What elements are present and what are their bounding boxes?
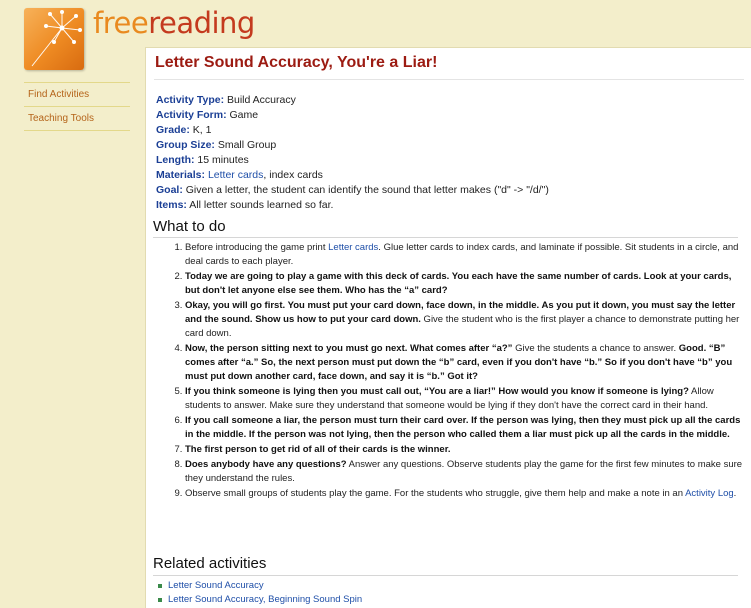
step-item	[185, 443, 747, 457]
meta-key: Activity Type:	[156, 94, 225, 106]
step-item	[185, 458, 747, 486]
meta-materials	[156, 168, 549, 183]
step-item	[185, 270, 747, 298]
brand-part-reading: reading	[148, 6, 255, 40]
logo-icon[interactable]	[24, 8, 84, 70]
step-item	[185, 414, 747, 442]
meta-activity-type	[156, 93, 549, 108]
meta-value: 15 minutes	[194, 154, 249, 166]
meta-value: Given a letter, the student can identify the sound that letter makes ("d" -> "/d/")	[182, 184, 549, 196]
activity-meta	[156, 93, 549, 213]
step-text: Allow students to answer. Make sure they understand that someone would be lying if they don't have the correct card in their hand.	[185, 386, 714, 411]
step-text: Observe small groups of students play the game. For the students who struggle, give them help and make a note in an	[185, 488, 686, 499]
list-item	[158, 579, 362, 593]
meta-key: Activity Form:	[156, 109, 227, 121]
meta-value: Small Group	[214, 139, 277, 151]
section-divider	[153, 237, 738, 238]
step-text: Answer any questions. Observe students play the game for the first few minutes to make sure they understand the rules.	[185, 459, 743, 484]
page-title: Letter Sound Accuracy, You're a Liar!	[155, 54, 438, 71]
meta-key: Materials:	[156, 169, 206, 181]
meta-key: Group Size:	[156, 139, 215, 151]
step-script: Does anybody have any questions?	[185, 459, 347, 470]
step-script: Today we are going to play a game with this deck of cards. You each have the same number of cards. Look at your cards, but don't let anyone else see them. Who has the “a” card?	[185, 271, 732, 296]
what-to-do-heading: What to do	[153, 218, 226, 235]
step-script: If you think someone is lying then you must call out, “You are a liar!” How would you know if someone is lying?	[185, 386, 689, 397]
meta-length	[156, 153, 549, 168]
step-item	[185, 385, 747, 413]
activity-log-link[interactable]: Activity Log	[685, 488, 734, 499]
step-item	[185, 487, 747, 501]
meta-group-size	[156, 138, 549, 153]
brand-wordmark[interactable]	[93, 6, 255, 40]
step-item	[185, 299, 747, 341]
sidebar-item-find-activities[interactable]: Find Activities	[24, 82, 130, 106]
step-item	[185, 241, 747, 269]
letter-cards-link[interactable]: Letter cards	[328, 242, 379, 253]
steps-list	[168, 241, 747, 502]
related-activities-heading: Related activities	[153, 555, 267, 572]
main-content	[145, 47, 751, 608]
step-script: Now, the person sitting next to you must go next. What comes after “a?”	[185, 343, 513, 354]
step-script: The first person to get rid of all of their cards is the winner.	[185, 444, 451, 455]
meta-grade	[156, 123, 549, 138]
meta-items	[156, 198, 549, 213]
meta-value: Game	[226, 109, 259, 121]
meta-activity-form	[156, 108, 549, 123]
title-divider	[154, 79, 744, 80]
list-item	[158, 593, 362, 607]
step-text: . Glue letter cards to index cards, and laminate if possible. Sit students in a circle, and deal cards to each player.	[185, 242, 739, 267]
meta-key: Length:	[156, 154, 195, 166]
step-script: Good. “B” comes after “a.” So, the next person must put down the “b” card, even if you don't have “b.” So if you don't have “b” you must put down another card, face down, and say it is “b.” Got it?	[185, 343, 733, 382]
sidebar	[24, 82, 130, 131]
step-text: .	[733, 488, 737, 499]
step-script: Okay, you will go first. You must put your card down, face down, in the middle. As you put it down, you must say the letter and the sound. Show us how to put your card down.	[185, 300, 736, 325]
sidebar-item-teaching-tools[interactable]: Teaching Tools	[24, 106, 130, 131]
meta-value: All letter sounds learned so far.	[186, 199, 334, 211]
related-link-letter-sound-accuracy[interactable]: Letter Sound Accuracy	[168, 580, 264, 591]
related-link-beginning-sound-spin[interactable]: Letter Sound Accuracy, Beginning Sound Spin	[168, 594, 363, 605]
brand-part-free: free	[93, 6, 149, 40]
step-text: Before introducing the game print	[185, 242, 329, 253]
step-item	[185, 342, 747, 384]
step-text: Give the student who is the first player a chance to demonstrate putting her card down.	[185, 314, 740, 339]
meta-key: Grade:	[156, 124, 190, 136]
meta-value: Build Accuracy	[224, 94, 296, 106]
meta-value: K, 1	[189, 124, 212, 136]
meta-key: Goal:	[156, 184, 183, 196]
letter-cards-link[interactable]: Letter cards	[207, 169, 264, 181]
step-script: If you call someone a liar, the person must turn their card over. If the person was lying, then they must pick up all the cards in the middle. If the person was not lying, then the person who called them a liar must pick up all the cards in the middle.	[185, 415, 741, 440]
section-divider	[153, 575, 738, 576]
related-activities-list	[158, 579, 362, 607]
step-text: Give the students a chance to answer.	[512, 343, 679, 354]
meta-goal	[156, 183, 549, 198]
meta-value: , index cards	[263, 169, 323, 181]
meta-key: Items:	[156, 199, 187, 211]
